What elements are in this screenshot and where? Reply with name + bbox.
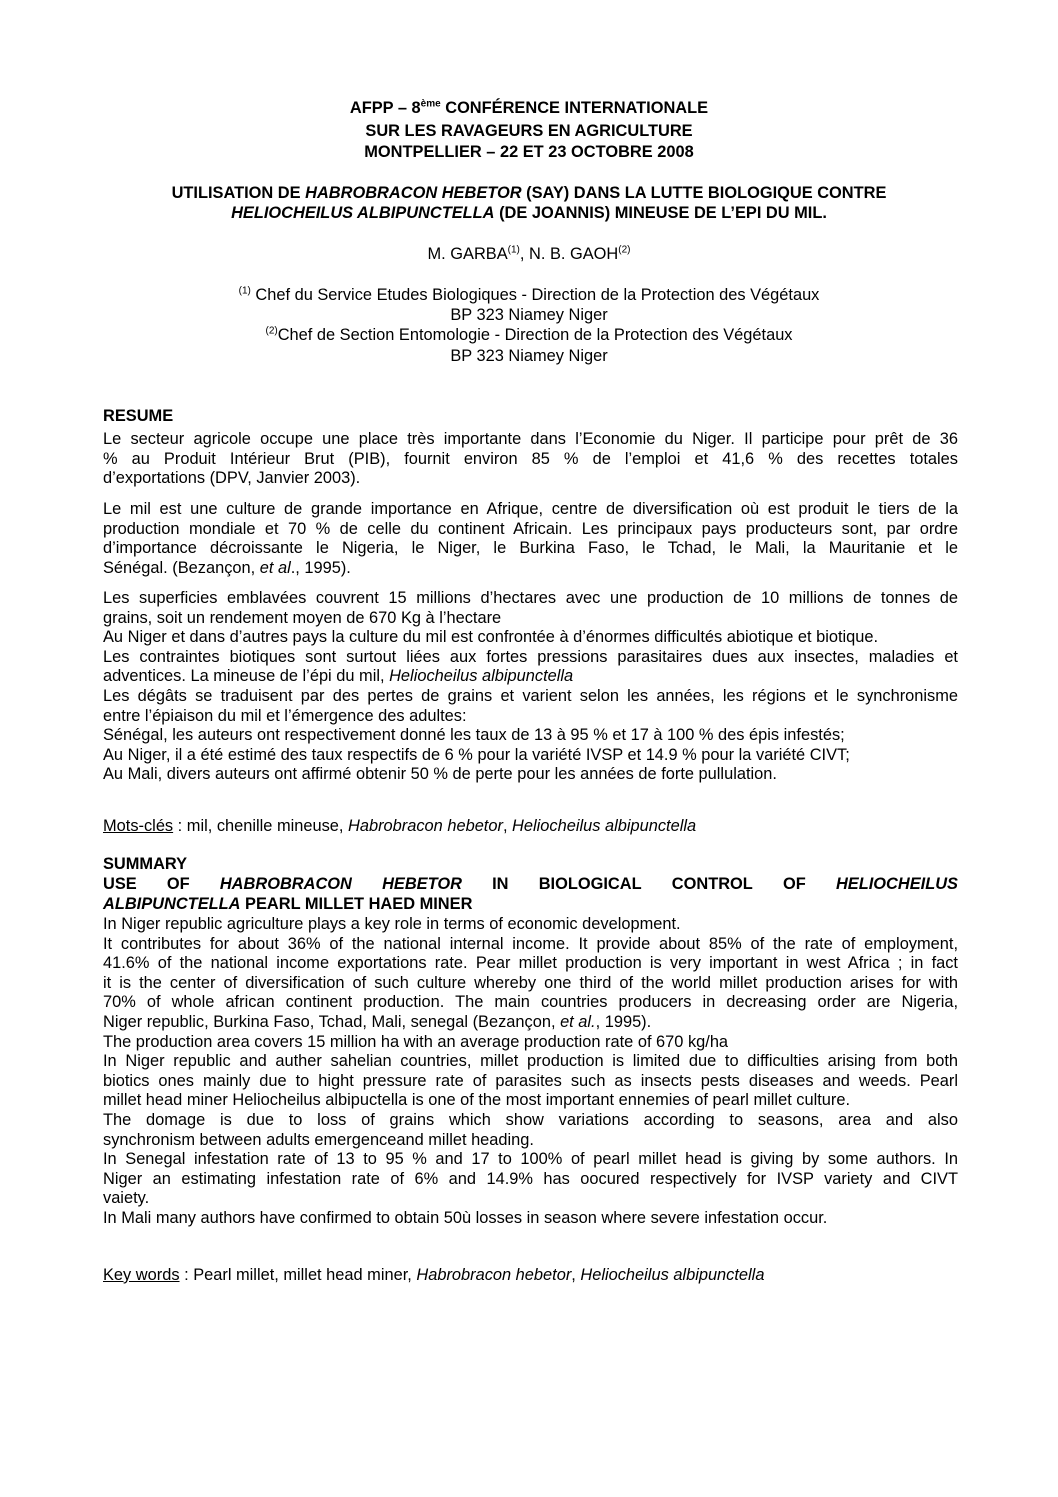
paragraph-line: The domage is due to loss of grains which show variations according to seasons, area and also xyxy=(103,1110,958,1129)
paragraph-line: Les contraintes biotiques sont surtout liées aux fortes pressions parasitaires dues aux insectes, maladies et xyxy=(103,647,958,666)
paragraph-line: Niger an estimating infestation rate of 6% and 14.9% has oocured respectively for IVSP variety and CIVT xyxy=(103,1169,958,1188)
summary-keywords: Key words : Pearl millet, millet head miner, Habrobracon hebetor, Heliocheilus albipunctella xyxy=(103,1266,765,1284)
paragraph-line: Le secteur agricole occupe une place très importante dans l’Economie du Niger. Il participe pour prêt de 36 xyxy=(103,430,958,448)
affiliation-2: $^{(2)}$Chef de Section Entomologie - Direction de la Protection des Végétaux xyxy=(265,325,793,344)
paragraph-line: 41.6% of the national income exportations rate. Pear millet production is very important in west Africa ; in fact xyxy=(103,954,958,973)
paper-title-line1: UTILISATION DE HABROBRACON HEBETOR (SAY) DANS LA LUTTE BIOLOGIQUE CONTRE xyxy=(171,184,887,202)
paragraph-line: vaiety. xyxy=(103,1189,150,1208)
paragraph-line: % au Produit Intérieur Brut (PIB), fournit environ 85 % de l’emploi et 41,6 % des recettes totales xyxy=(103,449,958,468)
summary-body xyxy=(103,915,958,1229)
conference-header-line2: SUR LES RAVAGEURS EN AGRICULTURE xyxy=(365,122,693,140)
paragraph-line: Au Mali, divers auteurs ont affirmé obtenir 50 % de perte pour les années de forte pullulation. xyxy=(103,765,777,784)
paragraph-line: Sénégal. (Bezançon, et al., 1995). xyxy=(103,558,351,577)
summary-title-line1: USE OF HABROBRACON HEBETOR IN BIOLOGICAL CONTROL OF HELIOCHEILUS xyxy=(103,875,958,893)
resume-heading: RESUME xyxy=(103,407,174,425)
conference-header-line1: AFPP – 8ème CONFÉRENCE INTERNATIONALE xyxy=(349,98,709,117)
paragraph-line: Les superficies emblavées couvrent 15 millions d’hectares avec une production de 10 millions de tonnes de xyxy=(103,589,958,607)
paragraph-line: production mondiale et 70 % de celle du continent Africain. Les principaux pays producteurs sont, par ordre xyxy=(103,519,958,538)
summary-title-line2: ALBIPUNCTELLA PEARL MILLET HAED MINER xyxy=(103,894,473,913)
resume-paragraph-2 xyxy=(103,500,958,578)
paragraph-line: In Senegal infestation rate of 13 to 95 % and 17 to 100% of pearl millet head is giving by some authors. In xyxy=(103,1150,958,1169)
conference-header-line3: MONTPELLIER – 22 ET 23 OCTOBRE 2008 xyxy=(364,143,694,161)
paragraph-line: Niger republic, Burkina Faso, Tchad, Mali, senegal (Bezançon, et al., 1995). xyxy=(103,1012,652,1031)
affiliation-2-address: BP 323 Niamey Niger xyxy=(450,347,608,365)
paragraph-line: In Niger republic agriculture plays a key role in terms of economic development. xyxy=(103,915,681,933)
summary-title xyxy=(103,875,958,914)
paper-title-line2: HELIOCHEILUS ALBIPUNCTELLA (DE JOANNIS) MINEUSE DE L’EPI DU MIL. xyxy=(231,204,827,222)
paragraph-line: d’exportations (DPV, Janvier 2003). xyxy=(103,469,361,488)
summary-heading: SUMMARY xyxy=(103,855,188,873)
resume-paragraph-1 xyxy=(103,430,958,489)
paragraph-line: In Mali many authors have confirmed to obtain 50ù losses in season where severe infestation occur. xyxy=(103,1208,828,1227)
paragraph-line: millet head miner Heliocheilus albipuctella is one of the most important ennemies of pearl millet culture. xyxy=(103,1091,851,1110)
paragraph-line: The production area covers 15 million ha with an average production rate of 670 kg/ha xyxy=(103,1032,729,1051)
paragraph-line: synchronism between adults emergenceand millet heading. xyxy=(103,1130,534,1149)
paragraph-line: 70% of whole african continent production. The main countries producers in decreasing order are Nigeria, xyxy=(103,993,958,1012)
paragraph-line: Les dégâts se traduisent par des pertes de grains et varient selon les années, les régions et le synchronisme xyxy=(103,686,958,705)
paragraph-line: Sénégal, les auteurs ont respectivement donné les taux de 13 à 95 % et 17 à 100 % des épis infestés; xyxy=(103,726,845,745)
affiliation-1: $^{(1)}$ Chef du Service Etudes Biologiques - Direction de la Protection des Végétaux xyxy=(238,285,820,304)
paragraph-line: Au Niger et dans d’autres pays la culture du mil est confrontée à d’énormes difficultés abiotique et biotique. xyxy=(103,628,879,647)
affiliation-1-address: BP 323 Niamey Niger xyxy=(450,306,608,324)
paragraph-line: It contributes for about 36% of the national internal income. It provide about 85% of the rate of employment, xyxy=(103,934,958,953)
paragraph-line: it is the center of diversification of such culture whereby one third of the world millet production arises for with xyxy=(103,973,958,992)
resume-paragraph-3 xyxy=(103,589,958,785)
paragraph-line: biotics ones mainly due to hight pressure rate of parasites such as insects pests diseases and weeds. Pearl xyxy=(103,1071,958,1090)
paragraph-line: Le mil est une culture de grande importance en Afrique, centre de diversification où est produit le tiers de la xyxy=(103,500,958,518)
paragraph-line: adventices. La mineuse de l’épi du mil, Heliocheilus albipunctella xyxy=(103,667,574,686)
resume-keywords: Mots-clés : mil, chenille mineuse, Habrobracon hebetor, Heliocheilus albipunctella xyxy=(103,817,697,835)
paragraph-line: grains, soit un rendement moyen de 670 Kg à l’hectare xyxy=(103,608,502,627)
paragraph-line: Au Niger, il a été estimé des taux respectifs de 6 % pour la variété IVSP et 14.9 % pour la variété CIVT; xyxy=(103,745,850,764)
paragraph-line: d’importance décroissante le Nigeria, le Niger, le Burkina Faso, le Tchad, le Mali, la Mauritanie et le xyxy=(103,539,958,558)
paragraph-line: In Niger republic and auther sahelian countries, millet production is limited due to difficulties arising from both xyxy=(103,1052,958,1071)
authors: M. GARBA$^{(1)}$, N. B. GAOH$^{(2)}$ xyxy=(427,244,631,263)
paragraph-line: entre l’épiaison du mil et l’émergence des adultes: xyxy=(103,706,467,725)
